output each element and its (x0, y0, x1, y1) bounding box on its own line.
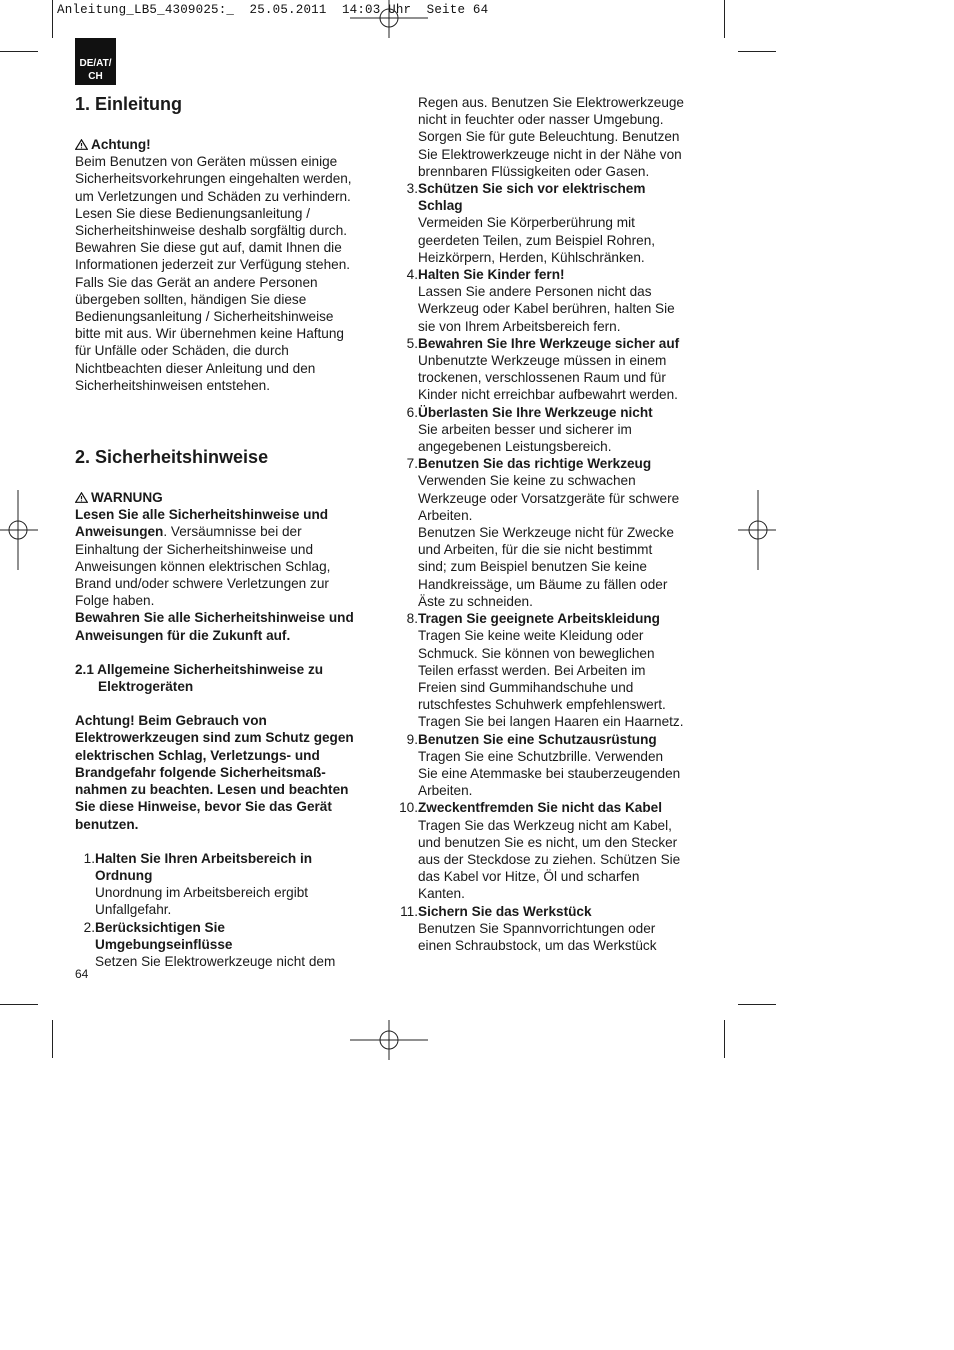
list-item (75, 919, 385, 971)
achtung-bold-line: nahmen zu beachten. Lesen und beachten (75, 782, 349, 798)
list-item (396, 335, 716, 404)
registration-mark-left (0, 490, 38, 570)
keep-instructions-text (75, 609, 385, 643)
intro-line: Lesen Sie diese Bedienungsanleitung / (75, 205, 311, 221)
list-item-number: 8. (406, 611, 418, 627)
list-item-title: Tragen Sie geeignete Arbeitskleidung (418, 611, 660, 627)
list-item (396, 799, 716, 902)
page-number: 64 (75, 967, 89, 981)
crop-mark-bottom-right-h (738, 1004, 776, 1005)
warnung-line: Folge haben. (75, 593, 155, 609)
list-item-text: Arbeiten. (418, 507, 473, 523)
continuation-line: Sorgen Sie für gute Beleuchtung. Benutzen (418, 129, 680, 145)
warnung-label: WARNUNG (75, 489, 385, 506)
list-item-text: Arbeiten. (418, 783, 473, 799)
list-item-number: 1. (83, 850, 95, 866)
continuation-text (396, 94, 716, 180)
list-item-title: Bewahren Sie Ihre Werkzeuge sicher auf (418, 335, 680, 351)
list-item-text: Freien sind Gummihandschuhe und (418, 679, 634, 695)
list-item-text: Teilen erfasst werden. Bei Arbeiten im (418, 662, 646, 678)
warning-triangle-icon (75, 139, 88, 150)
achtung-bold-line: Sie diese Hinweise, bevor Sie das Gerät (75, 799, 332, 815)
list-item-title: Umgebungseinflüsse (95, 936, 233, 952)
keep-line: Anweisungen für die Zukunft auf. (75, 627, 291, 643)
achtung-bold-line: Brandgefahr folgende Sicherheitsmaß- (75, 764, 326, 780)
intro-line: bitte mit aus. Wir übernehmen keine Haftung (75, 326, 344, 342)
list-item-title: Halten Sie Ihren Arbeitsbereich in (95, 850, 313, 866)
list-item-number: 10. (399, 800, 418, 816)
list-item-text: sie von Ihrem Arbeitsbereich fern. (418, 318, 621, 334)
list-item-text: Vermeiden Sie Körperberührung mit (418, 215, 635, 231)
continuation-line: brennbaren Flüssigkeiten oder Gasen. (418, 163, 650, 179)
list-item-text: Benutzen Sie Werkzeuge nicht für Zwecke (418, 525, 674, 541)
crop-mark-bottom-left-v (52, 1020, 53, 1058)
list-item-text: Handkreissäge, um Bäume zu fällen oder (418, 576, 668, 592)
list-item-number: 3. (406, 181, 418, 197)
list-item-body (418, 335, 716, 404)
list-item-text: Kanten. (418, 886, 465, 902)
list-item (396, 404, 716, 456)
list-item-text: Lassen Sie andere Personen nicht das (418, 284, 652, 300)
intro-line: Sicherheitshinweisen entstehen. (75, 377, 270, 393)
list-item-text: aus der Steckdose zu ziehen. Schützen Sie (418, 851, 681, 867)
list-item-text: Unordnung im Arbeitsbereich ergibt (95, 885, 309, 901)
list-item (396, 266, 716, 335)
crop-mark-bottom-left-h (0, 1004, 38, 1005)
intro-line: Informationen jederzeit zur Verfügung stehen. (75, 257, 351, 273)
list-item-text: Tragen Sie keine weite Kleidung oder (418, 628, 644, 644)
list-item-title: Sichern Sie das Werkstück (418, 903, 592, 919)
warnung-text (75, 541, 385, 610)
list-item-number: 9. (406, 731, 418, 747)
language-badge-line-1: DE/AT/ (79, 58, 112, 69)
list-item-body (418, 610, 716, 730)
list-item-text: Benutzen Sie Spannvorrichtungen oder (418, 920, 656, 936)
list-item (396, 455, 716, 610)
subsection-heading: 2.1 Allgemeine Sicherheitshinweise zu Elektrogeräten (75, 661, 324, 695)
intro-line: für Unfälle oder Schäden, die durch (75, 343, 289, 359)
list-item-title: Ordnung (95, 867, 153, 883)
crop-mark-top-left-h (0, 51, 38, 52)
list-item-text: Äste zu schneiden. (418, 593, 533, 609)
list-item-body (418, 404, 716, 456)
registration-mark-right (738, 490, 776, 570)
list-item-text: Verwenden Sie keine zu schwachen (418, 473, 636, 489)
list-item-text: Sie arbeiten besser und sicherer im (418, 421, 632, 437)
list-item-number: 7. (406, 456, 418, 472)
list-item-text: das Kabel vor Hitze, Öl und scharfen (418, 869, 640, 885)
list-item-text: Werkzeug oder Kabel berühren, halten Sie (418, 301, 675, 317)
right-numbered-list (396, 180, 716, 954)
list-item (75, 850, 385, 919)
list-item-body (418, 180, 716, 266)
list-item-text: Sie eine Atemmaske bei stauberzeugenden (418, 765, 681, 781)
list-item-body (95, 850, 385, 919)
crop-mark-top-right-h (738, 51, 776, 52)
list-item-text: geerdeten Teilen, zum Beispiel Rohren, (418, 232, 656, 248)
list-item-text: Tragen Sie eine Schutzbrille. Verwenden (418, 748, 664, 764)
intro-line: um Verletzungen und Schäden zu verhindern. (75, 188, 351, 204)
achtung-label: Achtung! (75, 136, 385, 153)
list-item-body (418, 731, 716, 800)
list-item-text: Tragen Sie bei langen Haaren ein Haarnetz. (418, 714, 684, 730)
crop-mark-bottom-right-v (724, 1020, 725, 1058)
left-column (75, 92, 385, 970)
achtung-bold-line: benutzen. (75, 816, 139, 832)
intro-line: Sicherheitsvorkehrungen eingehalten werden, (75, 171, 352, 187)
warnung-bold-word: Anweisungen (75, 524, 164, 540)
list-item-text: Unbenutzte Werkzeuge müssen in einem (418, 353, 667, 369)
list-item-title: Schützen Sie sich vor elektrischem (418, 181, 646, 197)
warnung-rest: . Versäumnisse bei der (163, 524, 302, 540)
section-title-sicherheitshinweise: 2. Sicherheitshinweise (75, 447, 269, 468)
warnung-mixed-line (75, 523, 385, 540)
list-item-title: Zweckentfremden Sie nicht das Kabel (418, 800, 663, 816)
list-item (396, 180, 716, 266)
list-item-title: Schlag (418, 198, 463, 214)
list-item-title: Halten Sie Kinder fern! (418, 267, 565, 283)
list-item-body (418, 903, 716, 955)
intro-line: Nichtbeachten dieser Anleitung und den (75, 360, 316, 376)
language-badge-line-2: CH (88, 71, 103, 82)
list-item (396, 731, 716, 800)
left-numbered-list (75, 850, 385, 970)
list-item-text: Unfallgefahr. (95, 902, 172, 918)
registration-mark-bottom (350, 1020, 428, 1060)
intro-line: Sicherheitshinweise deshalb sorgfältig durch. (75, 223, 348, 239)
list-item-title: Benutzen Sie das richtige Werkzeug (418, 456, 652, 472)
achtung-bold-paragraph (75, 712, 385, 832)
list-item-text: Setzen Sie Elektrowerkzeuge nicht dem (95, 953, 336, 969)
crop-mark-top-right-v (724, 0, 725, 38)
crop-mark-top-left-v (52, 0, 53, 38)
continuation-line: Sie Elektrowerkzeuge nicht in der Nähe von (418, 146, 682, 162)
section-title-einleitung: 1. Einleitung (75, 94, 183, 114)
list-item-text: und Arbeiten, für die sie nicht bestimmt (418, 542, 653, 558)
language-badge (75, 38, 116, 85)
list-item-number: 2. (83, 919, 95, 935)
achtung-bold-line: elektrischen Schlag, Verletzungs- und (75, 747, 320, 763)
list-item-number: 4. (406, 267, 418, 283)
print-header: Anleitung_LB5_4309025:_ 25.05.2011 14:03 Uhr Seite 64 (57, 3, 489, 17)
warnung-line: Einhaltung der Sicherheitshinweise und (75, 541, 314, 557)
right-column (396, 94, 716, 954)
keep-line: Bewahren Sie alle Sicherheitshinweise und (75, 610, 354, 626)
warnung-line: Anweisungen können elektrischen Schlag, (75, 558, 331, 574)
list-item-text: Schmuck. Sie können von beweglichen (418, 645, 655, 661)
list-item-body (418, 266, 716, 335)
list-item-title: Berücksichtigen Sie (95, 919, 225, 935)
list-item-text: angegebenen Leistungsbereich. (418, 439, 612, 455)
list-item-text: einen Schraubstock, um das Werkstück (418, 937, 657, 953)
list-item-number: 6. (406, 404, 418, 420)
warning-triangle-icon (75, 492, 88, 503)
intro-paragraph (75, 153, 385, 394)
list-item-body (418, 799, 716, 902)
warnung-line: Brand und/oder schwere Verletzungen zur (75, 576, 329, 592)
list-item-text: sind; zum Beispiel benutzen Sie keine (418, 559, 647, 575)
list-item-title: Benutzen Sie eine Schutzausrüstung (418, 731, 657, 747)
list-item-text: Werkzeuge oder Vorsatzgeräte für schwere (418, 490, 680, 506)
registration-mark-top (350, 0, 428, 38)
warnung-bold-line: Lesen Sie alle Sicherheitshinweise und (75, 507, 329, 523)
intro-line: Bewahren Sie diese gut auf, damit Ihnen die (75, 240, 342, 256)
continuation-line: Regen aus. Benutzen Sie Elektrowerkzeuge (418, 95, 684, 110)
list-item-text: Tragen Sie das Werkzeug nicht am Kabel, (418, 817, 672, 833)
list-item-body (95, 919, 385, 971)
list-item-text: Heizkörpern, Herden, Kühlschränken. (418, 249, 645, 265)
list-item-text: rutschfestes Schuhwerk empfehlenswert. (418, 697, 666, 713)
achtung-bold-line: Achtung! Beim Gebrauch von (75, 713, 267, 729)
achtung-bold-line: Elektrowerkzeugen sind zum Schutz gegen (75, 730, 354, 746)
intro-line: übergeben sollten, händigen Sie diese (75, 291, 307, 307)
list-item (396, 903, 716, 955)
intro-line: Beim Benutzen von Geräten müssen einige (75, 154, 338, 170)
list-item-text: Kinder nicht erreichbar aufbewahrt werden. (418, 387, 678, 403)
list-item-text: trockenen, verschlossenen Raum und für (418, 370, 666, 386)
list-item-body (418, 455, 716, 610)
intro-line: Falls Sie das Gerät an andere Personen (75, 274, 318, 290)
list-item-number: 11. (400, 903, 418, 919)
list-item-text: und benutzen Sie es nicht, um den Stecker (418, 834, 678, 850)
list-item (396, 610, 716, 730)
intro-line: Bedienungsanleitung / Sicherheitshinweise (75, 309, 334, 325)
continuation-line: nicht in feuchter oder nasser Umgebung. (418, 112, 664, 128)
list-item-number: 5. (406, 335, 418, 351)
list-item-title: Überlasten Sie Ihre Werkzeuge nicht (418, 404, 653, 420)
